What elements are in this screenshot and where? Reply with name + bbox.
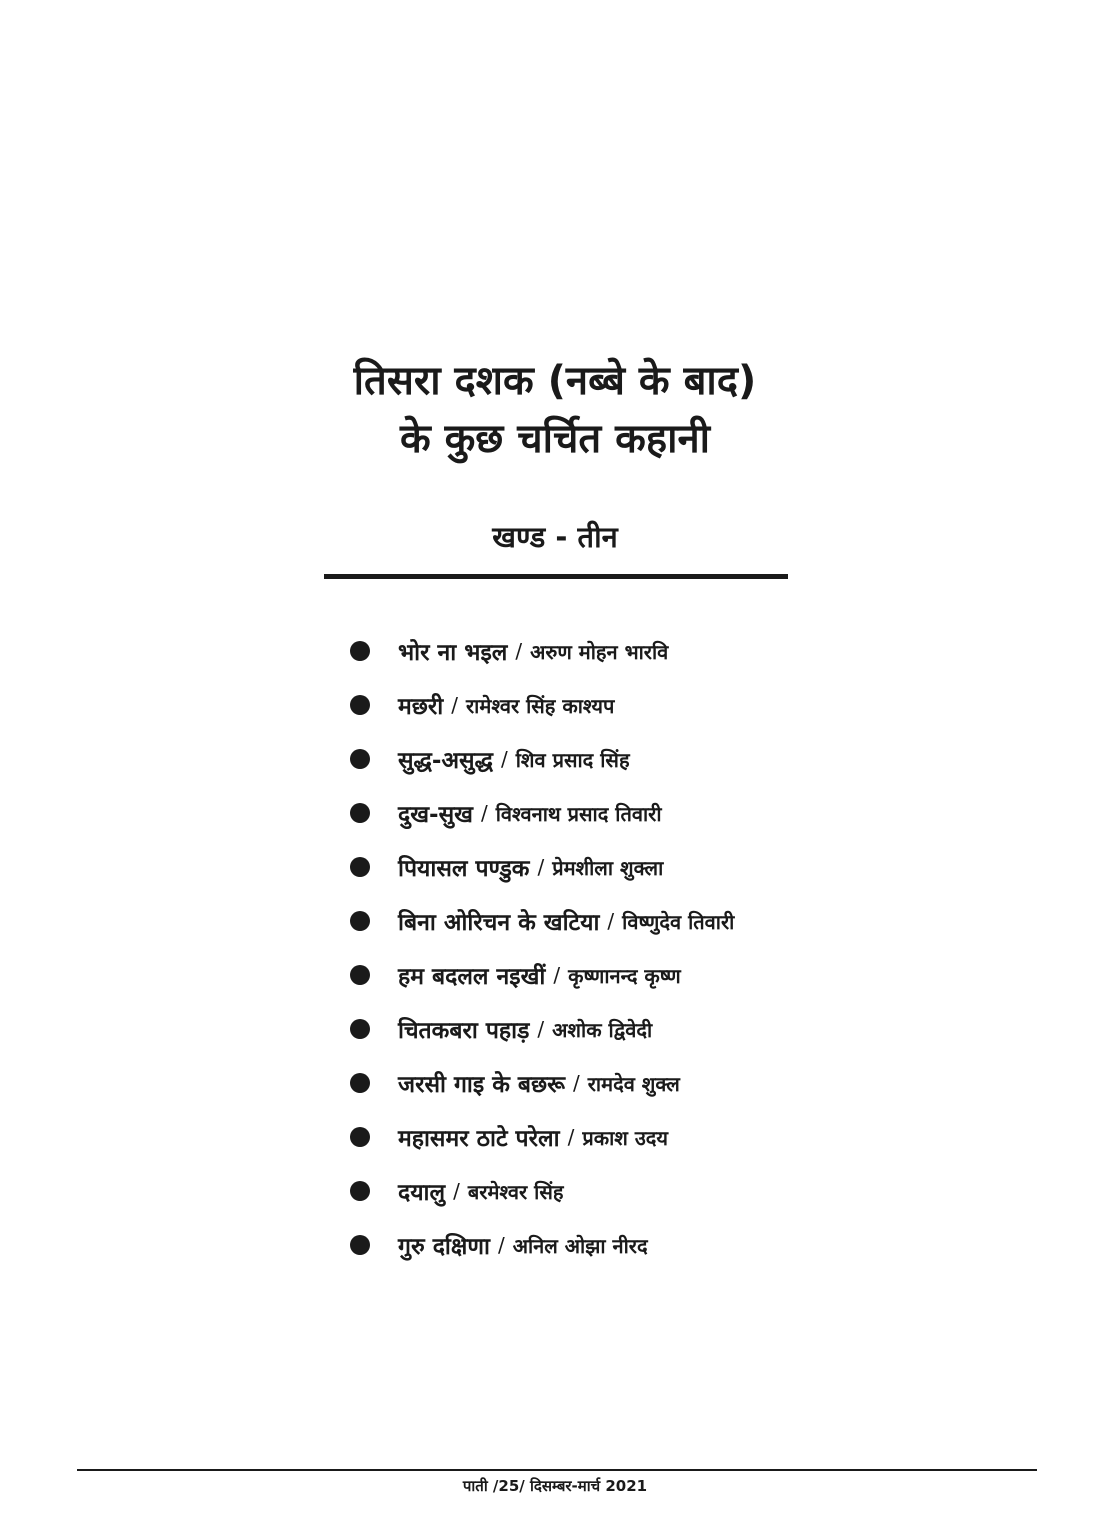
separator: / bbox=[480, 801, 488, 825]
separator: / bbox=[451, 693, 458, 717]
bullet-icon bbox=[350, 1019, 370, 1039]
story-title: जरसी गाइ के बछरू bbox=[398, 1072, 565, 1098]
story-title: मछरी bbox=[398, 694, 444, 720]
story-item bbox=[350, 732, 970, 786]
story-author: रामदेव शुक्ल bbox=[587, 1071, 680, 1096]
footer-divider bbox=[77, 1469, 1037, 1471]
page-footer: पाती /25/ दिसम्बर-मार्च 2021 bbox=[462, 1477, 648, 1495]
heading-divider bbox=[324, 574, 788, 579]
story-author: शिव प्रसाद सिंह bbox=[515, 747, 630, 772]
story-author: प्रेमशीला शुक्ला bbox=[552, 855, 664, 880]
story-author: कृष्णानन्द कृष्ण bbox=[568, 963, 681, 988]
separator: / bbox=[537, 855, 545, 879]
story-item bbox=[350, 948, 970, 1002]
story-author: विष्णुदेव तिवारी bbox=[622, 909, 735, 934]
story-author: रामेश्वर सिंह काश्यप bbox=[466, 693, 615, 718]
story-item bbox=[350, 1164, 970, 1218]
bullet-icon bbox=[350, 857, 370, 877]
story-title: पियासल पण्डुक bbox=[398, 856, 530, 882]
separator: / bbox=[497, 1233, 505, 1257]
story-author: अरुण मोहन भारवि bbox=[530, 639, 669, 664]
story-item bbox=[350, 786, 970, 840]
story-title: दुख-सुख bbox=[398, 802, 473, 828]
bullet-icon bbox=[350, 641, 370, 661]
story-title: भोर ना भइल bbox=[398, 640, 508, 666]
separator: / bbox=[553, 963, 561, 987]
story-item bbox=[350, 1056, 970, 1110]
bullet-icon bbox=[350, 749, 370, 769]
separator: / bbox=[567, 1125, 575, 1149]
separator: / bbox=[607, 909, 615, 933]
page-title bbox=[0, 352, 1110, 468]
page-title-line-1: तिसरा दशक (नब्बे के बाद) bbox=[353, 358, 757, 404]
story-title: दयालु bbox=[398, 1180, 446, 1206]
story-title: चितकबरा पहाड़ bbox=[398, 1018, 530, 1044]
story-list bbox=[350, 624, 970, 1272]
bullet-icon bbox=[350, 911, 370, 931]
story-author: प्रकाश उदय bbox=[582, 1125, 669, 1150]
separator: / bbox=[573, 1071, 580, 1095]
story-item bbox=[350, 624, 970, 678]
bullet-icon bbox=[350, 1235, 370, 1255]
separator: / bbox=[500, 747, 508, 771]
story-item bbox=[350, 840, 970, 894]
story-author: विश्वनाथ प्रसाद तिवारी bbox=[495, 801, 662, 826]
story-item bbox=[350, 678, 970, 732]
story-title: बिना ओरिचन के खटिया bbox=[398, 910, 600, 936]
story-title: महासमर ठाटे परेला bbox=[398, 1126, 560, 1152]
story-title: गुरु दक्षिणा bbox=[398, 1234, 490, 1260]
separator: / bbox=[453, 1179, 460, 1203]
story-item bbox=[350, 1110, 970, 1164]
bullet-icon bbox=[350, 803, 370, 823]
bullet-icon bbox=[350, 1127, 370, 1147]
story-author: अनिल ओझा नीरद bbox=[512, 1233, 648, 1258]
story-author: बरमेश्वर सिंह bbox=[467, 1179, 564, 1204]
separator: / bbox=[515, 639, 523, 663]
separator: / bbox=[537, 1017, 545, 1041]
bullet-icon bbox=[350, 695, 370, 715]
bullet-icon bbox=[350, 1181, 370, 1201]
bullet-icon bbox=[350, 1073, 370, 1093]
story-item bbox=[350, 894, 970, 948]
story-author: अशोक द्विवेदी bbox=[552, 1017, 653, 1042]
story-item bbox=[350, 1218, 970, 1272]
story-item bbox=[350, 1002, 970, 1056]
story-title: हम बदलल नइखीं bbox=[398, 964, 546, 990]
bullet-icon bbox=[350, 965, 370, 985]
story-title: सुद्ध-असुद्ध bbox=[398, 748, 493, 774]
section-heading: खण्ड - तीन bbox=[492, 520, 618, 554]
page-title-line-2: के कुछ चर्चित कहानी bbox=[399, 416, 711, 462]
